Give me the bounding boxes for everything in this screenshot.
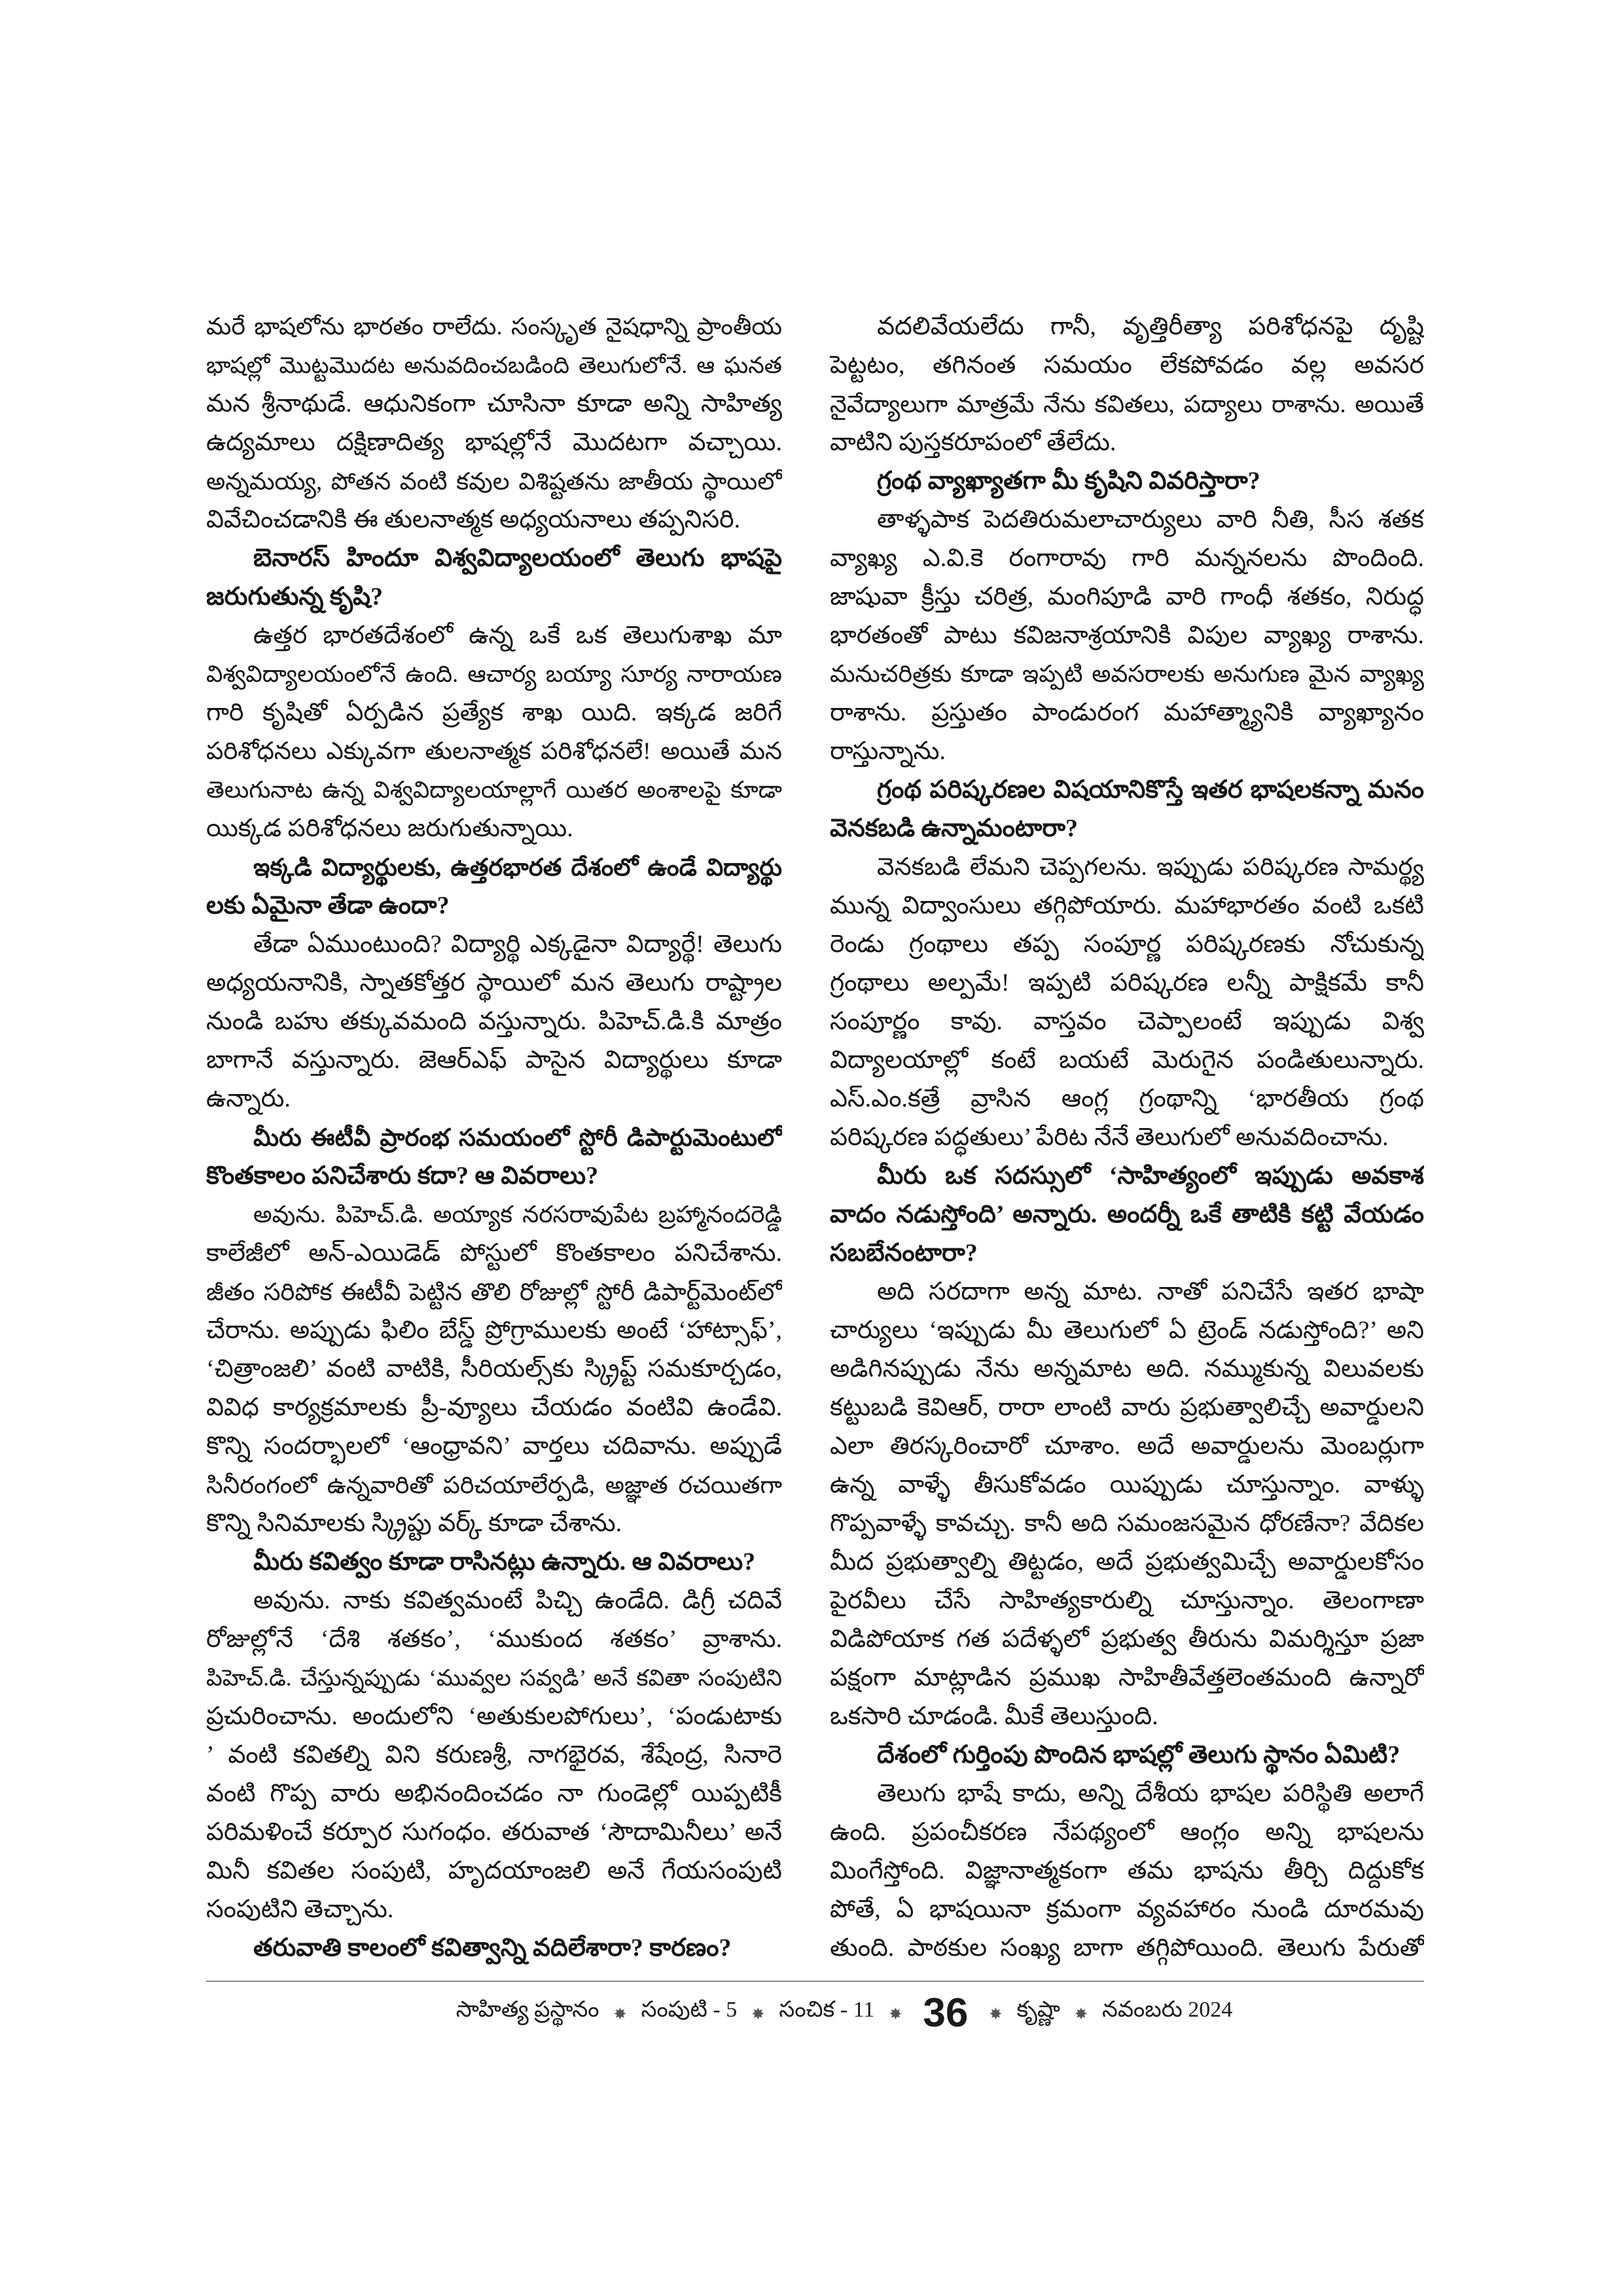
text-line [830, 1620, 1424, 1659]
text-line [206, 1080, 782, 1118]
text-line [830, 771, 1424, 809]
text-line [830, 578, 1424, 616]
text-line-content: సంపుటిని తెచ్చాను. [206, 1896, 394, 1923]
text-line [830, 1581, 1424, 1620]
text-line-content: అవును. నాకు కవిత్వమంటే పిచ్చి ఉండేది. డిగ్రీ చదివే [253, 1587, 782, 1614]
text-line-content: మరే భాషలోను భారతం రాలేదు. సంస్కృత నైషధాన్ని ప్రాంతీయ [206, 313, 782, 340]
text-line-content: సినీరంగంలో ఉన్నవారితో పరిచయాలేర్పడి, అజ్ఞాత రచయితగా [206, 1472, 782, 1498]
interview-question [830, 1157, 1424, 1273]
text-line-content: మనుచరిత్రకు కూడా ఇప్పటి అవసరాలకు అనుగుణ మైన వ్యాఖ్య [830, 661, 1424, 687]
text-line [830, 1350, 1424, 1388]
text-line-content: విశ్వవిద్యాలయంలోనే ఉంది. ఆచార్య బయ్యా సూర్య నారాయణ [206, 661, 782, 687]
text-line-content: భాషల్లో మొట్టమొదట అనువదించబడింది తెలుగులోనే. ఆ ఘనత [206, 353, 782, 378]
text-line [206, 616, 782, 655]
text-line-content: గొప్పవాళ్ళే కావచ్చు. కానీ అది సమంజసమైన ధోరణేనా? వేదికల [830, 1510, 1424, 1537]
text-line-content: తుంది. పాఠకుల సంఖ్య బాగా తగ్గిపోయింది. తెలుగు పేరుతో [830, 1934, 1424, 1962]
text-line [206, 1002, 782, 1041]
text-line [206, 1581, 782, 1620]
text-line-content: కాలేజీలో అన్-ఎయిడెడ్ పోస్టులో కొంతకాలం పనిచేశాను. [206, 1239, 782, 1267]
text-line [830, 694, 1424, 732]
text-line [206, 539, 782, 578]
text-line [206, 1041, 782, 1080]
text-line [830, 385, 1424, 423]
asterisk-separator-icon [1075, 2000, 1088, 2025]
text-line [830, 848, 1424, 887]
text-line-content: ‘చిత్రాంజలి’ వంటి వాటికి, సీరియల్స్‌కు స్క్రిప్ట్ సమకూర్చడం, [206, 1355, 782, 1383]
text-line-content: మన శ్రీనాథుడే. ఆధునికంగా చూసినా కూడా అన్ని సాహిత్య [206, 390, 782, 417]
text-line [830, 1388, 1424, 1427]
text-line [206, 925, 782, 964]
text-line-content: సంపూర్ణం కావు. వాస్తవం చెప్పాలంటే ఇప్పుడు విశ్వ [830, 1008, 1424, 1035]
interview-question [830, 1736, 1424, 1775]
text-line-content: బెనారస్ హిందూ విశ్వవిద్యాలయంలో తెలుగు భాషపై [253, 544, 782, 572]
text-line-content: కొన్ని సినిమాలకు స్క్రిప్టు వర్క్ కూడా చేశాను. [206, 1510, 622, 1537]
text-line [830, 732, 1424, 771]
text-line-content: రాస్తున్నాను. [830, 737, 946, 765]
interview-answer [206, 1195, 782, 1543]
page-number: 36 [923, 1990, 969, 2036]
text-line [206, 1350, 782, 1388]
text-line [830, 1080, 1424, 1118]
text-line [206, 887, 782, 925]
issue-number: సంచిక - 11 [779, 1998, 875, 2022]
text-line [830, 1697, 1424, 1736]
text-line [830, 1234, 1424, 1273]
text-line [830, 423, 1424, 462]
issue-date: నవంబరు 2024 [1102, 1998, 1233, 2022]
text-line-content: వాదం నడుస్తోంది’ అన్నారు. అందర్నీ ఒకే తాటికి కట్టి వేయడం [830, 1201, 1424, 1228]
text-line-content: నైవేద్యాలుగా మాత్రమే నేను కవితలు, పద్యాలు రాశాను. అయితే [830, 391, 1424, 417]
text-line-content: పైరవీలు చేసే సాహిత్యకారుల్ని చూస్తున్నాం. తెలంగాణా [830, 1587, 1424, 1614]
text-line-content: అవును. పిహెచ్.డి. అయ్యాక నరసరావుపేట బ్రహ్మానందరెడ్డి [253, 1201, 782, 1227]
text-line-content: ఇక్కడి విద్యార్థులకు, ఉత్తరభారత దేశంలో ఉండే విద్యార్థు [253, 854, 782, 881]
text-line-content: వ్యాఖ్య ఎ.వి.కె రంగారావు గారి మన్ననలను పొందింది. [830, 544, 1424, 572]
text-line [830, 346, 1424, 385]
text-line-content: ఉద్యమాలు దక్షిణాదిత్య భాషల్లోనే మొదటగా వచ్చాయి. [206, 429, 782, 456]
text-line-content: మీరు ఈటీవీ ప్రారంభ సమయంలో స్టోరీ డిపార్టుమెంటులో [253, 1124, 782, 1151]
text-line-content: అన్నమయ్య, పోతన వంటి కవుల విశిష్టతను జాతీయ స్థాయిలో [206, 468, 782, 495]
text-line-content: వివేచించడానికి ఈ తులనాత్మక అధ్యయనాలు తప్పనిసరి. [206, 506, 741, 533]
text-line-content: దేశంలో గుర్తింపు పొందిన భాషల్లో తెలుగు స్థానం ఏమిటి? [877, 1741, 1400, 1769]
text-line-content: పక్షంగా మాట్లాడిన ప్రముఖ సాహితీవేత్తలెంతమంది ఉన్నారో [830, 1664, 1424, 1691]
text-line-content: విద్యాలయాల్లో కంటే బయటే మెరుగైన పండితులున్నారు. [830, 1046, 1424, 1074]
text-line [830, 501, 1424, 539]
text-line-content: ఎస్.ఎం.కత్రే వ్రాసిన ఆంగ్ల గ్రంథాన్ని ‘భారతీయ గ్రంథ [830, 1085, 1424, 1112]
text-line-content: ఉన్నారు. [206, 1085, 291, 1112]
text-line-content: ’ వంటి కవితల్ని విని కరుణశ్రీ, నాగభైరవ, శేషేంద్ర, సినారె [206, 1741, 782, 1769]
text-line [206, 1388, 782, 1427]
volume-number: సంపుటి - 5 [641, 1998, 738, 2022]
text-line-content: కొంతకాలం పనిచేశారు కదా? ఆ వివరాలు? [206, 1162, 599, 1190]
text-line-content: ఒకసారి చూడండి. మీకే తెలుస్తుంది. [830, 1703, 1158, 1730]
text-line-content: వంటి గొప్ప వారు అభినందించడం నా గుండెల్లో యిప్పటికీ [206, 1780, 782, 1807]
text-line-content: బాగానే వస్తున్నారు. జెఆర్ఎఫ్ పాసైన విద్యార్థులు కూడా [206, 1046, 782, 1074]
text-line-content: ఉత్తర భారతదేశంలో ఉన్న ఒకే ఒక తెలుగుశాఖ మా [253, 622, 782, 649]
text-line [830, 308, 1424, 346]
interview-question [830, 771, 1424, 848]
text-line [830, 1002, 1424, 1041]
text-line [830, 1041, 1424, 1080]
text-line [830, 1736, 1424, 1775]
text-line [206, 1659, 782, 1697]
interview-answer [830, 1775, 1424, 1968]
text-line [830, 1929, 1424, 1968]
text-line-content: రోజుల్లోనే ‘దేశి శతకం’, ‘ముకుంద శతకం’ వ్రాశాను. [206, 1625, 782, 1653]
text-line-content: రెండు గ్రంథాలు తప్ప సంపూర్ణ పరిష్కరణకు నోచుకున్న [830, 930, 1424, 958]
text-line-content: ఉన్న వాళ్ళే తీసుకోవడం యిప్పుడు చూస్తున్నాం. వాళ్ళు [830, 1471, 1424, 1498]
interview-question [830, 462, 1424, 501]
text-line-content: గ్రంథాలు అల్పమే! ఇప్పటి పరిష్కరణ లన్నీ పాక్షికమే కానీ [830, 969, 1424, 997]
text-line-content: వదలివేయలేదు గానీ, వృత్తిరీత్యా పరిశోధనపై దృష్టి [877, 313, 1424, 340]
text-line-content: సబబేనంటారా? [830, 1239, 978, 1267]
asterisk-separator-icon [614, 2000, 627, 2025]
text-line-content: చార్యులు ‘ఇప్పుడు మీ తెలుగులో ఏ ట్రెండ్ నడుస్తోంది?’ అని [830, 1316, 1424, 1344]
text-line [206, 1929, 782, 1968]
text-line [206, 1273, 782, 1311]
text-line-content: మింగేస్తోంది. విజ్ఞానాత్మకంగా తమ భాషను తీర్చి దిద్దుకోక [830, 1857, 1424, 1884]
text-line [830, 1775, 1424, 1813]
text-line-content: పరిమళించే కర్పూర సుగంధం. తరువాత ‘సౌదామినీలు’ అనే [206, 1818, 782, 1846]
text-line [830, 1852, 1424, 1890]
interview-question [206, 539, 782, 616]
text-line [206, 848, 782, 887]
text-line [206, 385, 782, 423]
text-line [830, 1427, 1424, 1466]
text-line [206, 1118, 782, 1157]
text-line-content: అది సరదాగా అన్న మాట. నాతో పనిచేసే ఇతర భాషా [877, 1278, 1424, 1305]
text-line-content: పిహెచ్.డి. చేస్తున్నప్పుడు ‘మువ్వల సవ్వడి’ అనే కవితా సంపుటిని [206, 1665, 782, 1691]
text-line-content: తాళ్ళపాక పెదతిరుమలాచార్యులు వారి నీతి, సీస శతక [877, 506, 1424, 533]
text-line-content: జాషువా క్రీస్తు చరిత్ర, మంగిపూడి వారి గాంధీ శతకం, నిరుద్ధ [830, 583, 1424, 610]
text-line-content: తరువాతి కాలంలో కవిత్వాన్ని వదిలేశారా? కారణం? [253, 1934, 732, 1962]
text-line [206, 1620, 782, 1659]
text-line-content: గ్రంథ వ్యాఖ్యాతగా మీ కృషిని వివరిస్తారా? [877, 467, 1260, 495]
text-line-content: వివిధ కార్యక్రమాలకు ప్రీ-వ్యూలు చేయడం వంటివి ఉండేవి. [206, 1394, 782, 1421]
text-line [206, 1504, 782, 1543]
text-line [206, 1466, 782, 1504]
text-line-content: పరిశోధనలు ఎక్కువగా తులనాత్మక పరిశోధనలే! అయితే మన [206, 738, 782, 765]
text-line [830, 462, 1424, 501]
text-line [206, 809, 782, 848]
text-line [206, 1427, 782, 1466]
text-line-content: మినీ కవితల సంపుటి, హృదయాంజలి అనే గేయసంపుటి [206, 1857, 782, 1884]
text-line-content: వాటిని పుస్తకరూపంలో తేలేదు. [830, 429, 1116, 456]
asterisk-separator-icon [889, 2000, 902, 2025]
text-line-content: మీరు కవిత్వం కూడా రాసినట్లు ఉన్నారు. ఆ వివరాలు? [253, 1548, 756, 1576]
text-line [830, 887, 1424, 925]
text-line-content: పరిష్కరణ పద్ధతులు’ పేరిట నేనే తెలుగులో అనువదించాను. [830, 1123, 1389, 1151]
interview-question [206, 1543, 782, 1581]
text-line-content: ఉంది. ప్రపంచీకరణ నేపథ్యంలో ఆంగ్లం అన్ని భాషలను [830, 1818, 1424, 1846]
text-line [206, 1736, 782, 1775]
text-line-content: గారి కృషితో ఏర్పడిన ప్రత్యేక శాఖ యిది. ఇక్కడ జరిగే [206, 699, 782, 726]
text-line [206, 1311, 782, 1350]
text-line-content: కొన్ని సందర్భాలలో ‘ఆంధ్రావని’ వార్తలు చదివాను. అప్పుడే [206, 1432, 782, 1460]
text-line [830, 1890, 1424, 1929]
text-line-content: వెనకబడి ఉన్నామంటారా? [830, 815, 1078, 842]
text-line-content: రాశాను. ప్రస్తుతం పాండురంగ మహాత్మ్యానికి వ్యాఖ్యానం [830, 699, 1424, 726]
interview-answer [206, 308, 782, 539]
text-line [206, 771, 782, 809]
text-line [206, 1775, 782, 1813]
text-line [206, 1157, 782, 1195]
interview-answer [206, 616, 782, 848]
text-line [206, 1697, 782, 1736]
left-text-column [206, 308, 782, 1969]
text-line-content: ప్రచురించాను. అందులోని ‘అతుకులపోగులు’, ‘పండుటాకు [206, 1703, 782, 1730]
text-line-content: విడిపోయాక గత పదేళ్ళలో ప్రభుత్వ తీరును విమర్శిస్తూ ప్రజా [830, 1625, 1424, 1653]
text-line-content: అడిగినప్పుడు నేను అన్నమాట అది. నమ్ముకున్న విలువలకు [830, 1355, 1424, 1383]
text-line-content: మీద ప్రభుత్వాల్ని తిట్టడం, అదే ప్రభుత్వమిచ్చే అవార్డులకోసం [830, 1548, 1424, 1576]
text-line [830, 1273, 1424, 1311]
interview-answer [830, 848, 1424, 1157]
interview-question [206, 1929, 782, 1968]
text-line-content: నుండి బహు తక్కువమంది వస్తున్నారు. పిహెచ్.డి.కి మాత్రం [206, 1008, 782, 1035]
text-line [830, 1543, 1424, 1581]
text-line [830, 1659, 1424, 1697]
text-line-content: తెలుగు భాషే కాదు, అన్ని దేశీయ భాషల పరిస్థితి అలాగే [877, 1780, 1424, 1807]
text-line-content: కట్టుబడి కెవిఆర్, రారా లాంటి వారు ప్రభుత్వాలిచ్చే అవార్డులని [830, 1394, 1424, 1421]
text-line [206, 655, 782, 694]
magazine-name: సాహిత్య ప్రస్థానం [455, 1998, 599, 2022]
text-line-content: వెనకబడి లేమని చెప్పగలను. ఇప్పుడు పరిష్కరణ సామర్థ్య [877, 854, 1424, 881]
text-line [206, 694, 782, 732]
text-line-content: మీరు ఒక సదస్సులో ‘సాహిత్యంలో ఇప్పుడు అవకాశ [877, 1162, 1424, 1190]
text-line [206, 501, 782, 539]
text-line-content: గ్రంథ పరిష్కరణల విషయానికొస్తే ఇతర భాషలకన్నా మనం [877, 776, 1424, 804]
text-line [830, 1813, 1424, 1852]
text-line-content: జీతం సరిపోక ఈటీవీ పెట్టిన తొలి రోజుల్లో స్టోరీ డిపార్ట్‌మెంట్‌లో [206, 1279, 782, 1305]
text-line-content: జరుగుతున్న కృషి? [206, 583, 383, 610]
interview-answer [830, 501, 1424, 771]
interview-answer [206, 1581, 782, 1929]
text-line [830, 1504, 1424, 1543]
text-line [830, 539, 1424, 578]
asterisk-separator-icon [989, 2000, 1002, 2025]
text-line-content: యిక్కడ పరిశోధనలు జరుగుతున్నాయి. [206, 815, 573, 842]
footer-divider [206, 1981, 1424, 1982]
text-line [830, 1195, 1424, 1234]
text-line [206, 732, 782, 771]
text-line [206, 1852, 782, 1890]
text-line [830, 1118, 1424, 1157]
text-line [830, 1311, 1424, 1350]
text-line-content: తేడా ఏముంటుంది? విద్యార్థి ఎక్కడైనా విద్యార్థే! తెలుగు [253, 930, 782, 958]
text-line [206, 578, 782, 616]
text-line [206, 308, 782, 346]
text-line-content: లకు ఏమైనా తేడా ఉందా? [206, 892, 450, 919]
text-line-content: ఎలా తిరస్కరించారో చూశాం. అదే అవార్డులను మెంబర్లుగా [830, 1432, 1424, 1460]
text-line [206, 1890, 782, 1929]
text-line [206, 1195, 782, 1234]
text-line [830, 1466, 1424, 1504]
text-line [206, 1813, 782, 1852]
text-line-content: తెలుగునాట ఉన్న విశ్వవిద్యాలయాల్లాగే యితర అంశాలపై కూడా [206, 777, 782, 803]
text-line [206, 1234, 782, 1273]
text-line [206, 346, 782, 385]
text-line [830, 1157, 1424, 1195]
text-line [830, 809, 1424, 848]
edition-name: కృష్ణా [1016, 1998, 1060, 2022]
text-line [830, 964, 1424, 1002]
interview-answer [206, 925, 782, 1118]
interview-question [206, 848, 782, 925]
text-line-content: అధ్యయనానికి, స్నాతకోత్తర స్థాయిలో మన తెలుగు రాష్ట్రాల [206, 969, 782, 997]
text-line [206, 964, 782, 1002]
text-line-content: చేరాను. అప్పుడు ఫిలిం బేస్డ్ ప్రోగ్రాములకు అంటే ‘హాట్సాఫ్’, [206, 1316, 782, 1344]
text-line [830, 655, 1424, 694]
text-line [830, 925, 1424, 964]
text-line-content: భారతంతో పాటు కవిజనాశ్రయానికి విపుల వ్యాఖ్య రాశాను. [830, 622, 1424, 649]
asterisk-separator-icon [751, 2000, 764, 2025]
page-footer [236, 1990, 1453, 2035]
interview-answer [830, 1273, 1424, 1736]
right-text-column [830, 308, 1424, 1969]
text-line [206, 1543, 782, 1581]
text-line-content: పోతే, ఏ భాషయినా క్రమంగా వ్యవహారం నుండి దూరమవు [830, 1896, 1424, 1923]
text-line-content: పెట్టటం, తగినంత సమయం లేకపోవడం వల్ల అవసర [830, 351, 1424, 379]
text-line-content: మున్న విద్వాంసులు తగ్గిపోయారు. మహాభారతం వంటి ఒకటి [830, 892, 1424, 919]
interview-question [206, 1118, 782, 1195]
text-line [830, 616, 1424, 655]
text-line [206, 462, 782, 501]
text-line [206, 423, 782, 462]
interview-answer [830, 308, 1424, 462]
